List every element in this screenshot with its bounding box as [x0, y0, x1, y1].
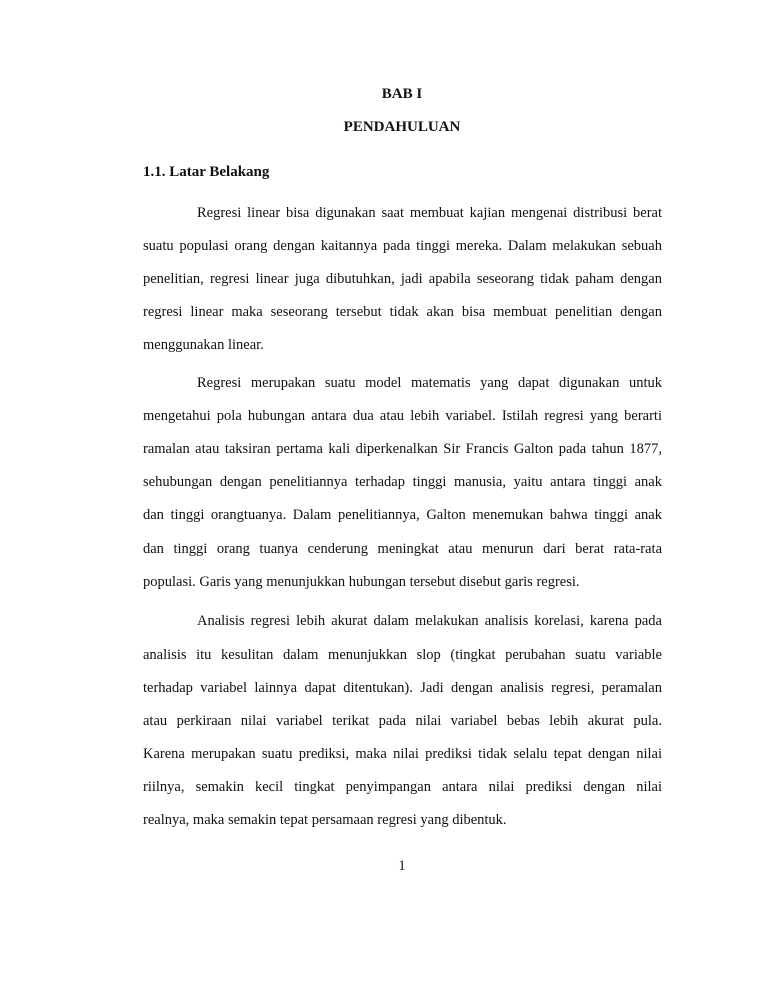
text-line: Analisis regresi lebih akurat dalam melakukan analisis korelasi, karena pada — [197, 613, 662, 629]
chapter-number: BAB I — [381, 86, 423, 102]
text-line: Regresi merupakan suatu model matematis yang dapat digunakan untuk — [197, 375, 662, 391]
text-line: riilnya, semakin kecil tingkat penyimpangan antara nilai prediksi dengan nilai — [143, 779, 662, 795]
text-line: analisis itu kesulitan dalam menunjukkan slop (tingkat perubahan suatu variable — [143, 647, 662, 663]
text-line: populasi. Garis yang menunjukkan hubungan tersebut disebut garis regresi. — [143, 574, 580, 590]
text-line: terhadap variabel lainnya dapat ditentukan). Jadi dengan analisis regresi, peramalan — [143, 680, 662, 696]
text-line: sehubungan dengan penelitiannya terhadap tinggi manusia, yaitu antara tinggi anak — [143, 474, 662, 490]
text-line: Regresi linear bisa digunakan saat membuat kajian mengenai distribusi berat — [197, 205, 662, 221]
section-title: 1.1. Latar Belakang — [143, 164, 270, 180]
text-line: suatu populasi orang dengan kaitannya pada tinggi mereka. Dalam melakukan sebuah — [143, 238, 662, 254]
text-line: realnya, maka semakin tepat persamaan regresi yang dibentuk. — [143, 812, 507, 828]
chapter-title: PENDAHULUAN — [343, 119, 461, 135]
page-number: 1 — [398, 858, 406, 874]
text-line: ramalan atau taksiran pertama kali diperkenalkan Sir Francis Galton pada tahun 1877, — [143, 441, 662, 457]
text-line: dan tinggi orang tuanya cenderung meningkat atau menurun dari berat rata-rata — [143, 541, 662, 557]
text-line: penelitian, regresi linear juga dibutuhkan, jadi apabila seseorang tidak paham dengan — [143, 271, 662, 287]
text-line: regresi linear maka seseorang tersebut tidak akan bisa membuat penelitian dengan — [143, 304, 662, 320]
text-line: menggunakan linear. — [143, 337, 264, 353]
text-line: atau perkiraan nilai variabel terikat pada nilai variabel bebas lebih akurat pula. — [143, 713, 662, 729]
text-line: Karena merupakan suatu prediksi, maka nilai prediksi tidak selalu tepat dengan nilai — [143, 746, 662, 762]
text-line: mengetahui pola hubungan antara dua atau lebih variabel. Istilah regresi yang berarti — [143, 408, 662, 424]
text-line: dan tinggi orangtuanya. Dalam penelitiannya, Galton menemukan bahwa tinggi anak — [143, 507, 662, 523]
